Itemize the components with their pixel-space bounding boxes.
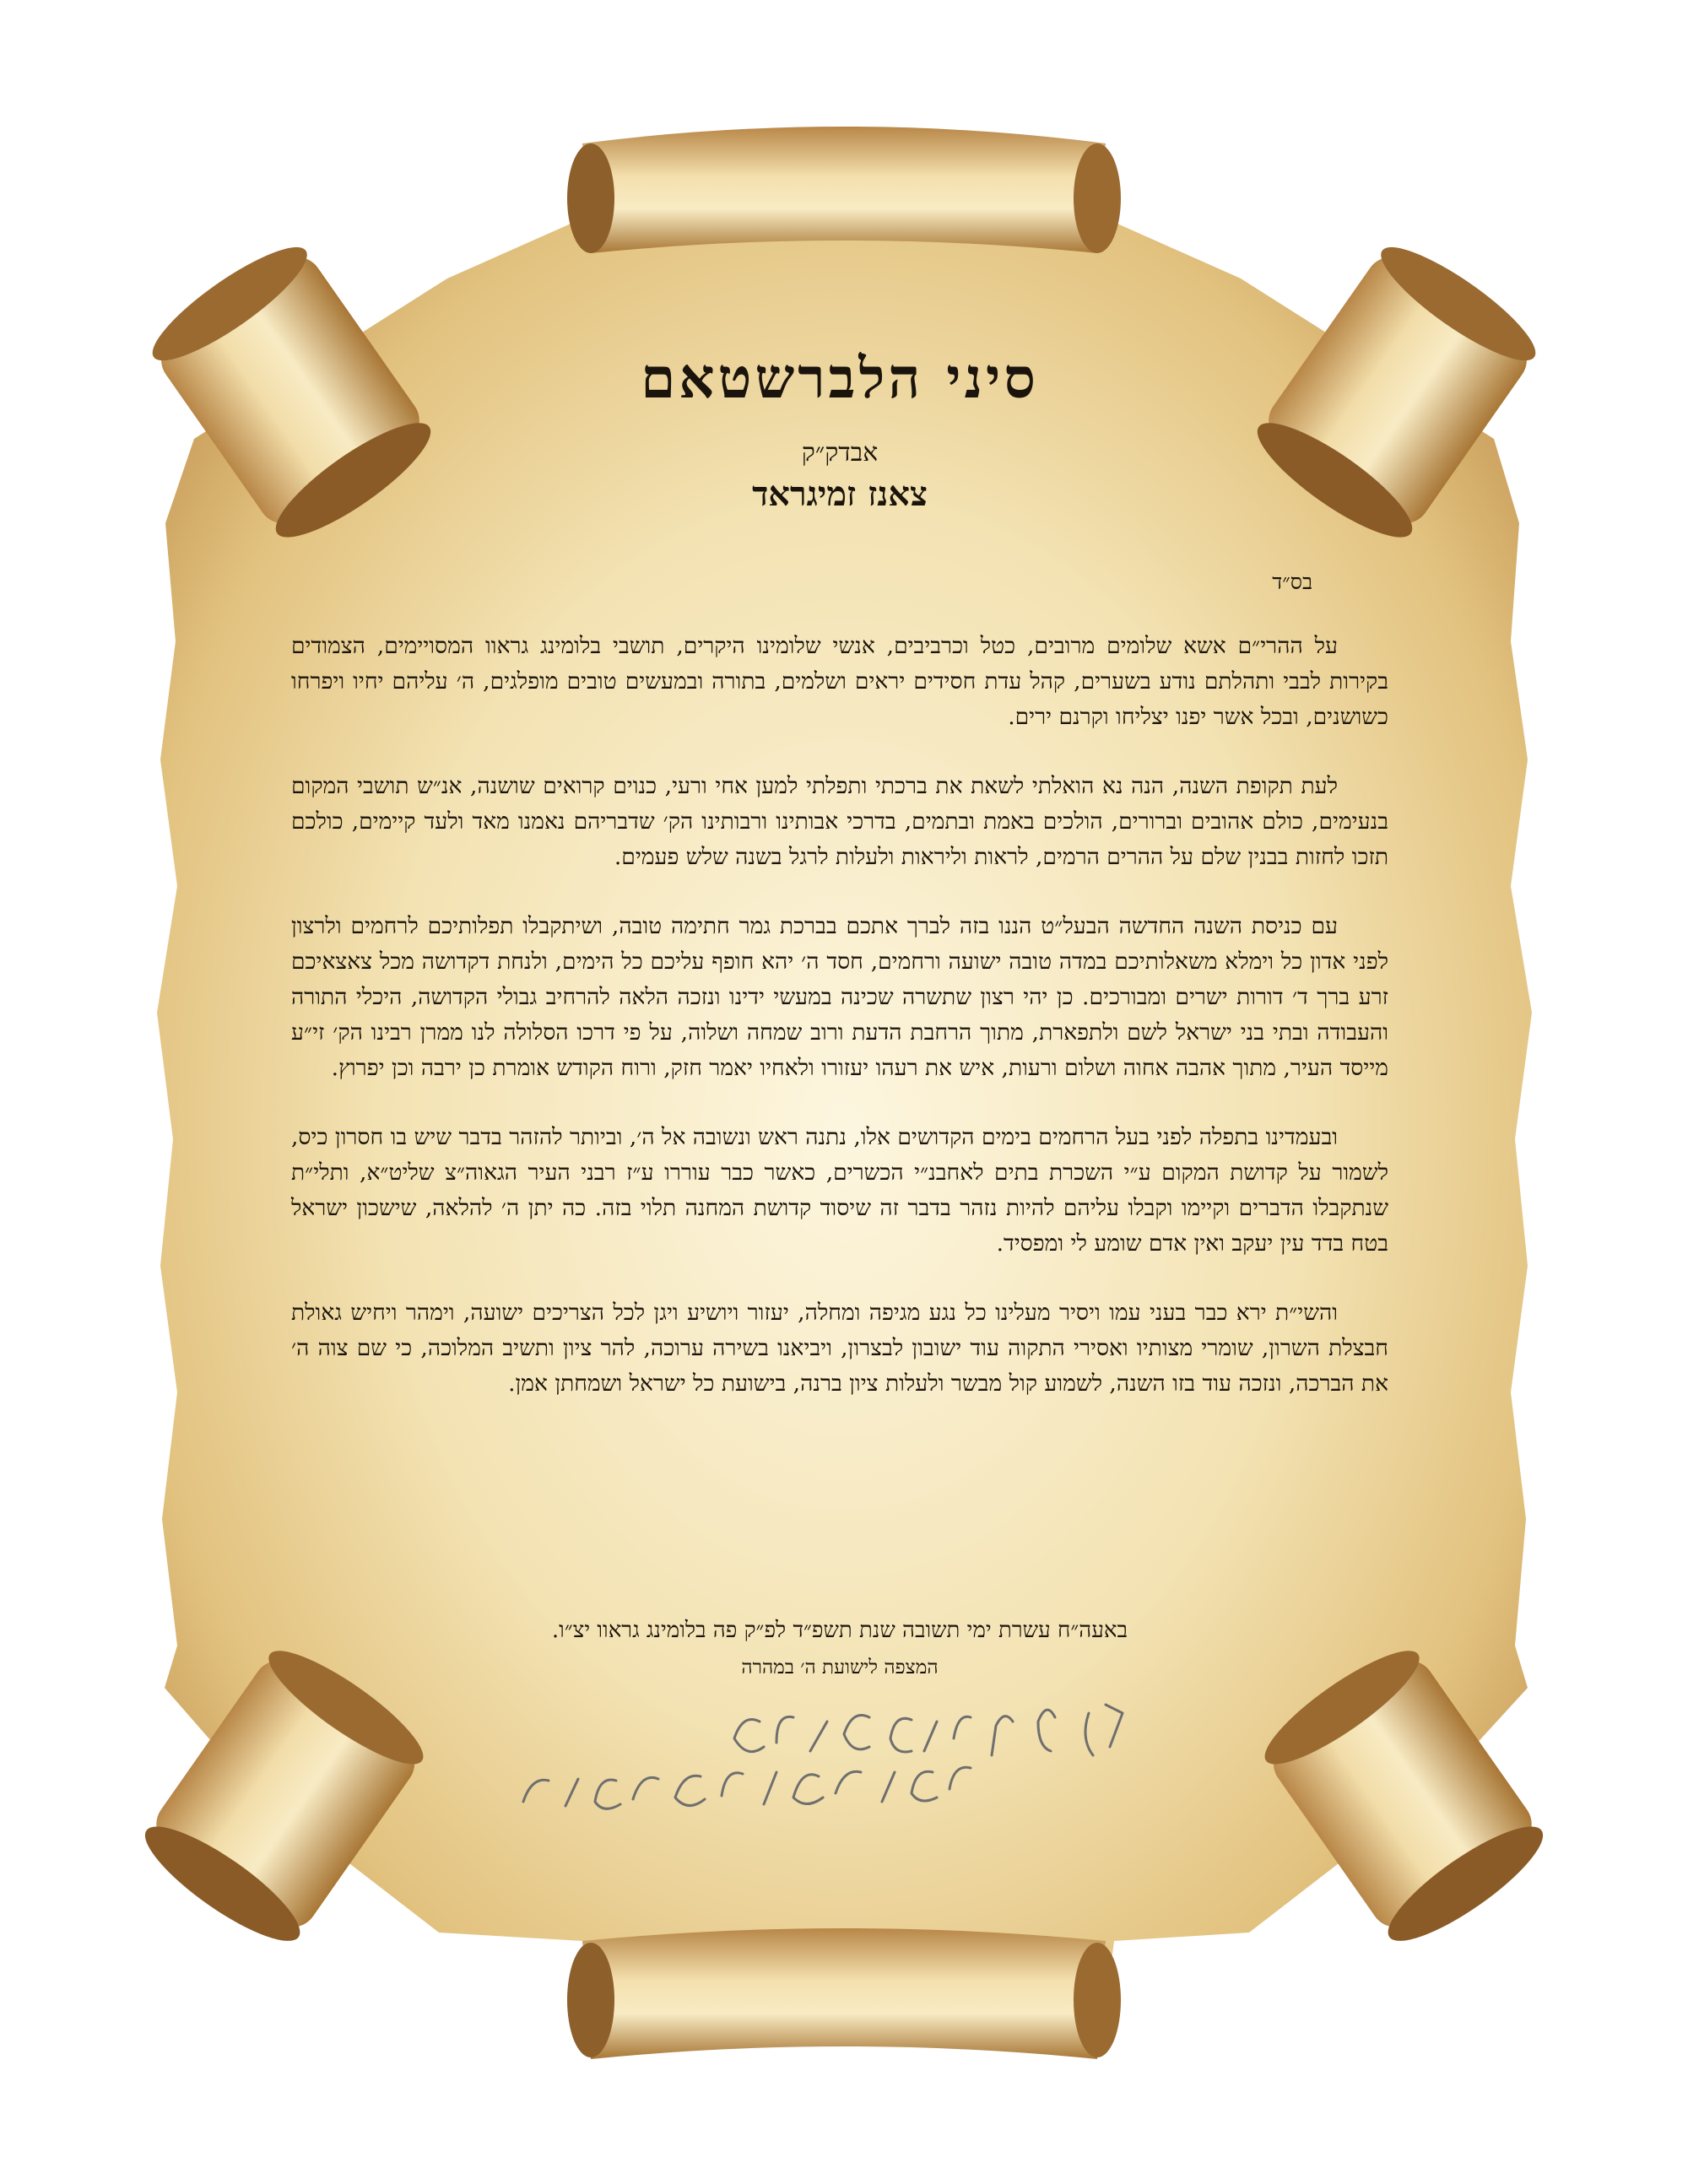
author-title: אבדק״ק — [801, 438, 879, 468]
paragraph: עם כניסת השנה החדשה הבעל״ט הננו בזה לברך אתכם בברכת גמר חתימה טובה, ושיתקבלו תפלותיכם לרחמים ולרצון לפני אדון כל וימלא משאלותיכם במדה טובה ישועה ורחמים, חסד ה׳ יהא חופף עליכם כל הימים, ולנחת דקדושה מכל צאצאיכם זרע ברך ד׳ דורות ישרים ומבורכים. כן יהי רצון שתשרה שכינה במעשי ידינו ונזכה הלאה להרחיב גבולי הקדושה, היכלי התורה והעבודה ובתי בני ישראל לשם ולתפארת, מתוך הרחבת הדעת ורוב שמחה ושלוה, על פי דרכו הסלולה לנו ממרן רבינו הק׳ זי״ע מייסד העיר, מתוך אהבה אחוה ושלום ורעות, איש את רעהו יעזורו ולאחיו יאמר חזק, ורוח הקודש אומרת כן ירבה וכן יפרוץ. — [291, 913, 1388, 1081]
paragraph: לעת תקופת השנה, הנה נא הואלתי לשאת את ברכתי ותפלתי למען אחי ורעי, כנוים קרואים שושנה, אנ״ש תושבי המקום בנעימים, כולם אהובים וברורים, הולכים באמת ובתמים, בדרכי אבותינו ורבותינו הק׳ שדבריהם נאמנו מאד ולעד קיימים, כולכם תזכו לחזות בבנין שלם על ההרים הרמים, לראות וליראות ולעלות לרגל בשנה שלש פעמים. — [291, 773, 1388, 870]
closing-block — [291, 1612, 1388, 1686]
community-name: צאנז זמיגראד — [752, 474, 928, 514]
author-name: סיני הלברשטאם — [641, 345, 1039, 411]
bottom-scroll-roll — [582, 1928, 1106, 2059]
paragraph: והשי״ת ירא כבר בעני עמו ויסיר מעלינו כל נגע מגיפה ומחלה, יעזור ויושיע ויגן לכל הצריכים ישועה, וימהר ויחיש גאולת חבצלת השרון, שומרי מצותיו ואסירי התקוה עוד ישובון לבצרון, ויביאנו בשירה ערוכה, להר ציון ותשיב המלוכה, כי שם צוה ה׳ את הברכה, ונזכה עוד בזו השנה, לשמוע קול מבשר ולעלות ציון ברנה, בישועת כל ישראל ושמחתן אמן. — [291, 1300, 1388, 1397]
paragraph: ובעמדינו בתפלה לפני בעל הרחמים בימים הקדושים אלו, נתנה ראש ונשובה אל ה׳, וביותר להזהר בדבר שיש בו חסרון כיס, לשמור על קדושת המקום ע״י השכרת בתים לאחבנ״י הכשרים, כאשר כבר עוררו ע״ז רבני העיר הגאוה״צ שליט״א, ותלי״ת שנתקבלו הדברים וקיימו וקבלו עליהם להיות נזהר בדבר זה שיסוד קדושת המחנה תלוי בזה. כה יתן ה׳ להלאה, שישכון ישראל בטח בדד עין יעקב ואין אדם שומע לי ומפסיד. — [291, 1124, 1388, 1257]
handwritten-signature — [498, 1688, 1139, 1840]
signoff: המצפה לישועת ה׳ במהרה — [741, 1657, 939, 1679]
dateline: באעה״ח עשרת ימי תשובה שנת תשפ״ד לפ״ק פה בלומינג גראוו יצ״ו. — [551, 1618, 1128, 1643]
bsd-mark: בס״ד — [1272, 570, 1312, 594]
letter-body — [291, 629, 1388, 1435]
top-scroll-roll — [582, 127, 1106, 253]
letterhead — [291, 345, 1388, 514]
paragraph: על ההרי״ם אשא שלומים מרובים, כטל וכרביבים, אנשי שלומינו היקרים, תושבי בלומינג גראוו המסויימים, הצמודים בקירות לבבי ותהלתם נודע בשערים, קהל עדת חסידים יראים ושלמים, בתורה ובמעשים טובים מופלגים, ה׳ עליהם יחיו ויפרחו כשושנים, ובכל אשר יפנו יצליחו וקרנם ירים. — [291, 633, 1388, 730]
letter-content — [291, 345, 1388, 1679]
